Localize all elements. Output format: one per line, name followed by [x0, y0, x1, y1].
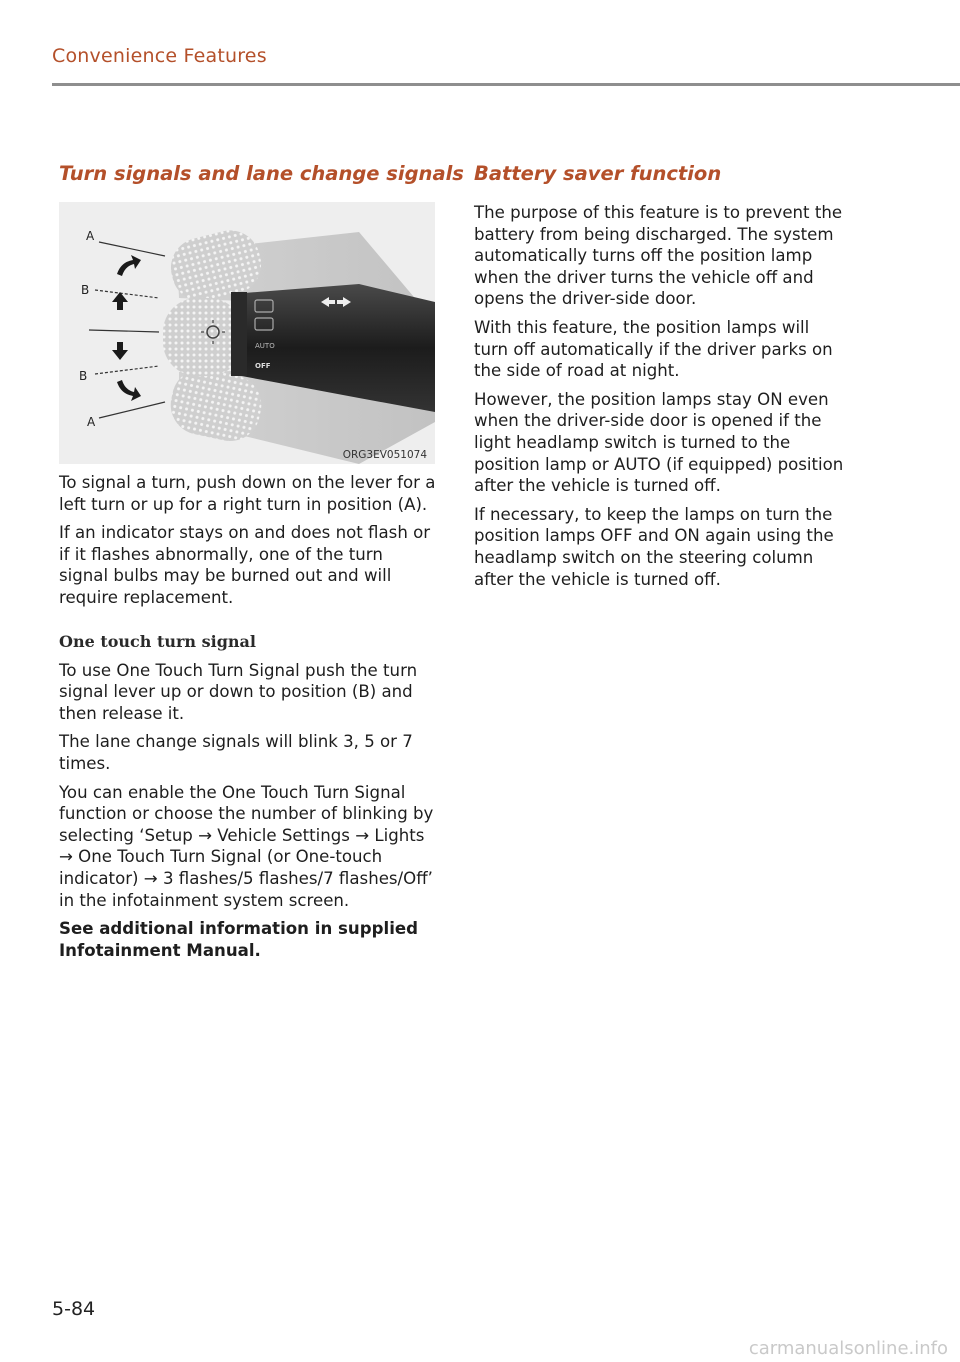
- battery-saver-paragraph-3: However, the position lamps stay ON even when the driver-side door is opened if the light headlamp switch is turned to the position lamp or AUTO (if equipped) position after the vehicle is turned off.: [474, 389, 844, 496]
- header-divider: [52, 83, 960, 86]
- figure-label-b-bottom: B: [79, 369, 88, 383]
- switch-label-auto: AUTO: [255, 342, 275, 350]
- one-touch-paragraph-1: To use One Touch Turn Signal push the turn signal lever up or down to position (B) and then release it.: [59, 660, 418, 723]
- right-column: [474, 160, 846, 597]
- battery-saver-paragraph-4: If necessary, to keep the lamps on turn the position lamps OFF and ON again using the headlamp switch on the steering column after the vehicle is turned off.: [474, 504, 834, 589]
- header-title: Convenience Features: [52, 45, 267, 67]
- lever-illustration: [59, 202, 435, 464]
- arrow-up-curved: [117, 255, 141, 276]
- page-number: 5-84: [52, 1298, 96, 1320]
- battery-saver-paragraph-2: With this feature, the position lamps will turn off automatically if the driver parks on the side of road at night.: [474, 317, 833, 381]
- arrow-up: [112, 292, 128, 310]
- turn-signal-paragraph-1: To signal a turn, push down on the lever for a left turn or up for a right turn in position (A).: [59, 473, 436, 514]
- figure-code: ORG3EV051074: [342, 449, 427, 461]
- arrow-down-curved: [117, 380, 141, 401]
- figure-label-a-bottom: A: [87, 415, 96, 429]
- one-touch-subheading: One touch turn signal: [59, 631, 256, 651]
- left-column: [59, 160, 464, 968]
- figure-label-b-top: B: [81, 283, 90, 297]
- battery-saver-paragraph-1: The purpose of this feature is to prevent the battery from being discharged. The system automatically turns off the position lamp when the driver turns the vehicle off and opens the driver-side door.: [474, 203, 843, 309]
- one-touch-paragraph-3: You can enable the One Touch Turn Signal function or choose the number of blinking by selecting ‘Setup → Vehicle Settings → Lights → One Touch Turn Signal (or One-touch indicator) → 3 flashes/5 flashes/7 flashes/Off’ in the infotainment system screen.: [59, 782, 434, 910]
- watermark: carmanualsonline.info: [748, 1338, 948, 1359]
- battery-saver-heading: Battery saver function: [474, 162, 722, 185]
- switch-label-off: OFF: [255, 362, 271, 370]
- turn-signal-lever-figure: [59, 202, 435, 464]
- turn-signal-paragraph-2: If an indicator stays on and does not flash or if it flashes abnormally, one of the turn signal bulbs may be burned out and will require replacement.: [59, 523, 431, 607]
- figure-label-a-top: A: [86, 229, 95, 243]
- one-touch-paragraph-2: The lane change signals will blink 3, 5 or 7 times.: [59, 732, 413, 773]
- turn-signals-heading: Turn signals and lane change signals: [59, 162, 464, 185]
- arrow-down: [112, 342, 128, 360]
- infotainment-note: See additional information in supplied Infotainment Manual.: [59, 919, 419, 960]
